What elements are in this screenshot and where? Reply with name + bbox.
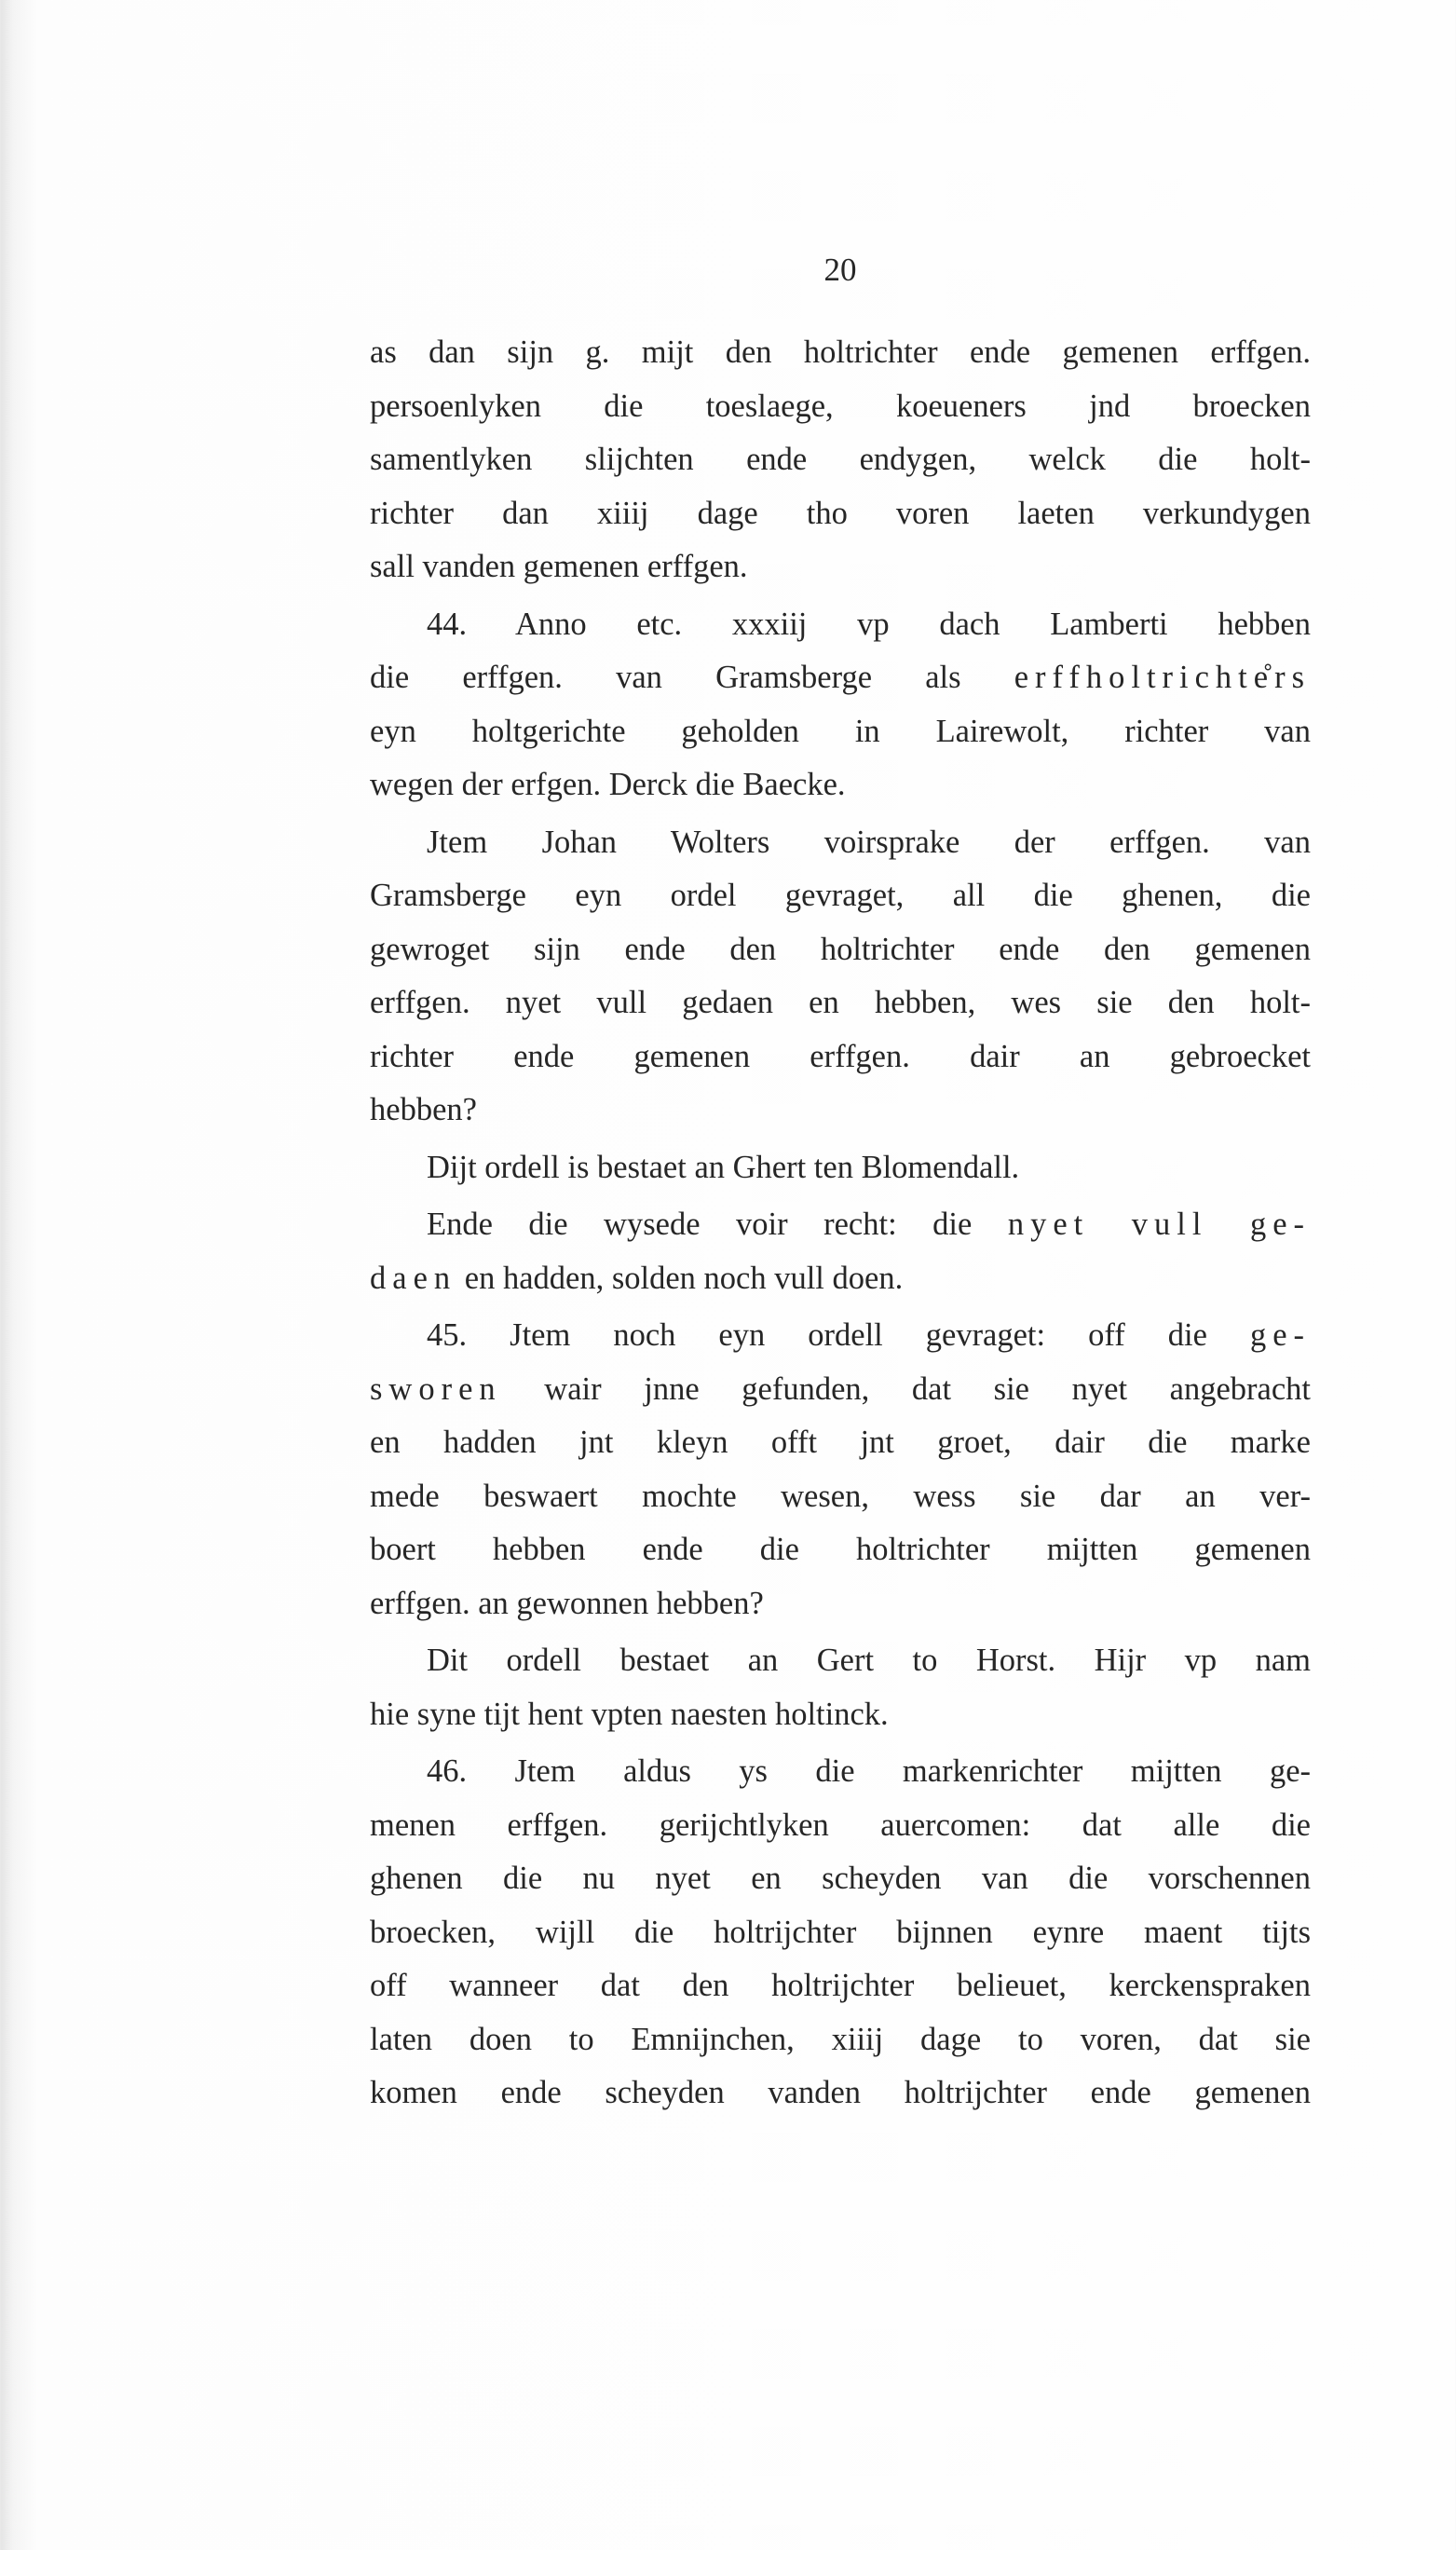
text-segment: richter dan xiiij dage tho voren laeten verkundygen — [370, 495, 1311, 531]
text-segment: 46. Jtem aldus ys die markenrichter mijtten ge- — [427, 1753, 1311, 1789]
text-line — [370, 598, 1311, 652]
text-line — [370, 1198, 1311, 1252]
text-segment: Dijt ordell is bestaet an Ghert ten Blomendall. — [427, 1149, 1020, 1185]
body-text — [370, 326, 1311, 2120]
spaced-text: ge- — [1249, 1317, 1311, 1353]
text-line — [370, 1416, 1311, 1470]
text-line — [370, 705, 1311, 759]
text-line — [370, 1634, 1311, 1688]
text-line — [370, 1084, 1311, 1138]
paragraph — [370, 1141, 1311, 1195]
text-line — [370, 1906, 1311, 1960]
text-segment: 44. Anno etc. xxxiij vp dach Lamberti hebben — [427, 606, 1311, 642]
paragraph — [370, 326, 1311, 594]
paragraph — [370, 816, 1311, 1138]
text-line — [370, 758, 1311, 812]
text-segment: erffgen. an gewonnen hebben? — [370, 1585, 764, 1621]
text-segment: Ende die wysede voir recht: die — [427, 1207, 1008, 1242]
text-line — [370, 1959, 1311, 2013]
text-line — [370, 816, 1311, 870]
text-segment: mede beswaert mochte wesen, wess sie dar an ver- — [370, 1478, 1311, 1514]
text-segment: Gramsberge eyn ordel gevraget, all die ghenen, die — [370, 878, 1311, 913]
text-segment: menen erffgen. gerijchtlyken auercomen: dat alle die — [370, 1807, 1311, 1843]
spaced-text: nyet vull ge- — [1007, 1207, 1311, 1242]
text-line — [370, 487, 1311, 541]
text-line — [370, 1030, 1311, 1084]
text-line — [370, 1577, 1311, 1631]
text-line — [370, 869, 1311, 923]
text-segment: gewroget sijn ende den holtrichter ende den gemenen — [370, 931, 1311, 967]
text-segment: persoenlyken die toeslaege, koeueners jnd broecken — [370, 388, 1311, 424]
text-segment: sall vanden gemenen erffgen. — [370, 549, 748, 584]
spaced-text: sworen — [370, 1370, 502, 1407]
text-line — [370, 976, 1311, 1030]
paragraph — [370, 1634, 1311, 1741]
text-segment: broecken, wijll die holtrijchter bijnnen eynre maent tijts — [370, 1914, 1311, 1950]
text-segment: boert hebben ende die holtrichter mijtten gemenen — [370, 1532, 1311, 1567]
text-segment: Dit ordell bestaet an Gert to Horst. Hijr vp nam — [427, 1643, 1311, 1678]
text-segment: die erffgen. van Gramsberge als — [370, 660, 1014, 695]
text-segment: samentlyken slijchten ende endygen, welck die holt- — [370, 442, 1311, 477]
text-line — [370, 1309, 1311, 1363]
text-segment: eyn holtgerichte geholden in Lairewolt, richter van — [370, 713, 1311, 749]
text-line — [370, 540, 1311, 594]
text-segment: as dan sijn g. mijt den holtrichter ende gemenen erffgen. — [370, 334, 1311, 370]
paragraph — [370, 1309, 1311, 1630]
text-segment: off wanneer dat den holtrijchter belieuet, kerckenspraken — [370, 1968, 1311, 2003]
text-segment: wair jnne gefunden, dat sie nyet angebracht — [501, 1370, 1311, 1407]
text-line — [370, 2066, 1311, 2120]
text-line — [370, 1470, 1311, 1524]
paragraph — [370, 1745, 1311, 2120]
text-segment: Jtem Johan Wolters voirsprake der erffgen. van — [427, 824, 1311, 860]
text-line — [370, 1523, 1311, 1577]
text-segment: wegen der erfgen. Derck die Baecke. — [370, 767, 846, 802]
text-segment: erffgen. nyet vull gedaen en hebben, wes sie den holt- — [370, 985, 1311, 1020]
page-number: 20 — [823, 252, 857, 288]
text-segment: 45. Jtem noch eyn ordell gevraget: off die — [427, 1317, 1250, 1353]
text-line — [370, 433, 1311, 487]
text-line — [370, 1852, 1311, 1906]
text-line — [370, 1252, 1311, 1306]
text-segment: laten doen to Emnijnchen, xiiij dage to voren, dat sie — [370, 2021, 1311, 2057]
text-line — [370, 326, 1311, 380]
paragraph — [370, 1198, 1311, 1305]
text-segment: richter ende gemenen erffgen. dair an gebroecket — [370, 1038, 1311, 1074]
text-segment: hebben? — [370, 1092, 477, 1127]
spaced-text: daen — [370, 1260, 457, 1296]
text-segment: komen ende scheyden vanden holtrijchter ende gemenen — [370, 2075, 1311, 2110]
text-segment: ghenen die nu nyet en scheyden van die vorschennen — [370, 1861, 1311, 1896]
text-segment: en hadden jnt kleyn offt jnt groet, dair die marke — [370, 1425, 1311, 1460]
spaced-text: erffholtrichte̊rs — [1014, 660, 1311, 695]
text-line — [370, 380, 1311, 434]
paragraph — [370, 598, 1311, 812]
text-line — [370, 1141, 1311, 1195]
text-segment: en hadden, solden noch vull doen. — [456, 1260, 904, 1296]
text-line — [370, 2013, 1311, 2067]
text-line — [370, 1799, 1311, 1853]
text-line — [370, 1363, 1311, 1417]
text-line — [370, 1745, 1311, 1799]
text-line — [370, 651, 1311, 705]
text-line — [370, 923, 1311, 977]
text-line — [370, 1688, 1311, 1742]
text-segment: hie syne tijt hent vpten naesten holtinck. — [370, 1696, 889, 1732]
